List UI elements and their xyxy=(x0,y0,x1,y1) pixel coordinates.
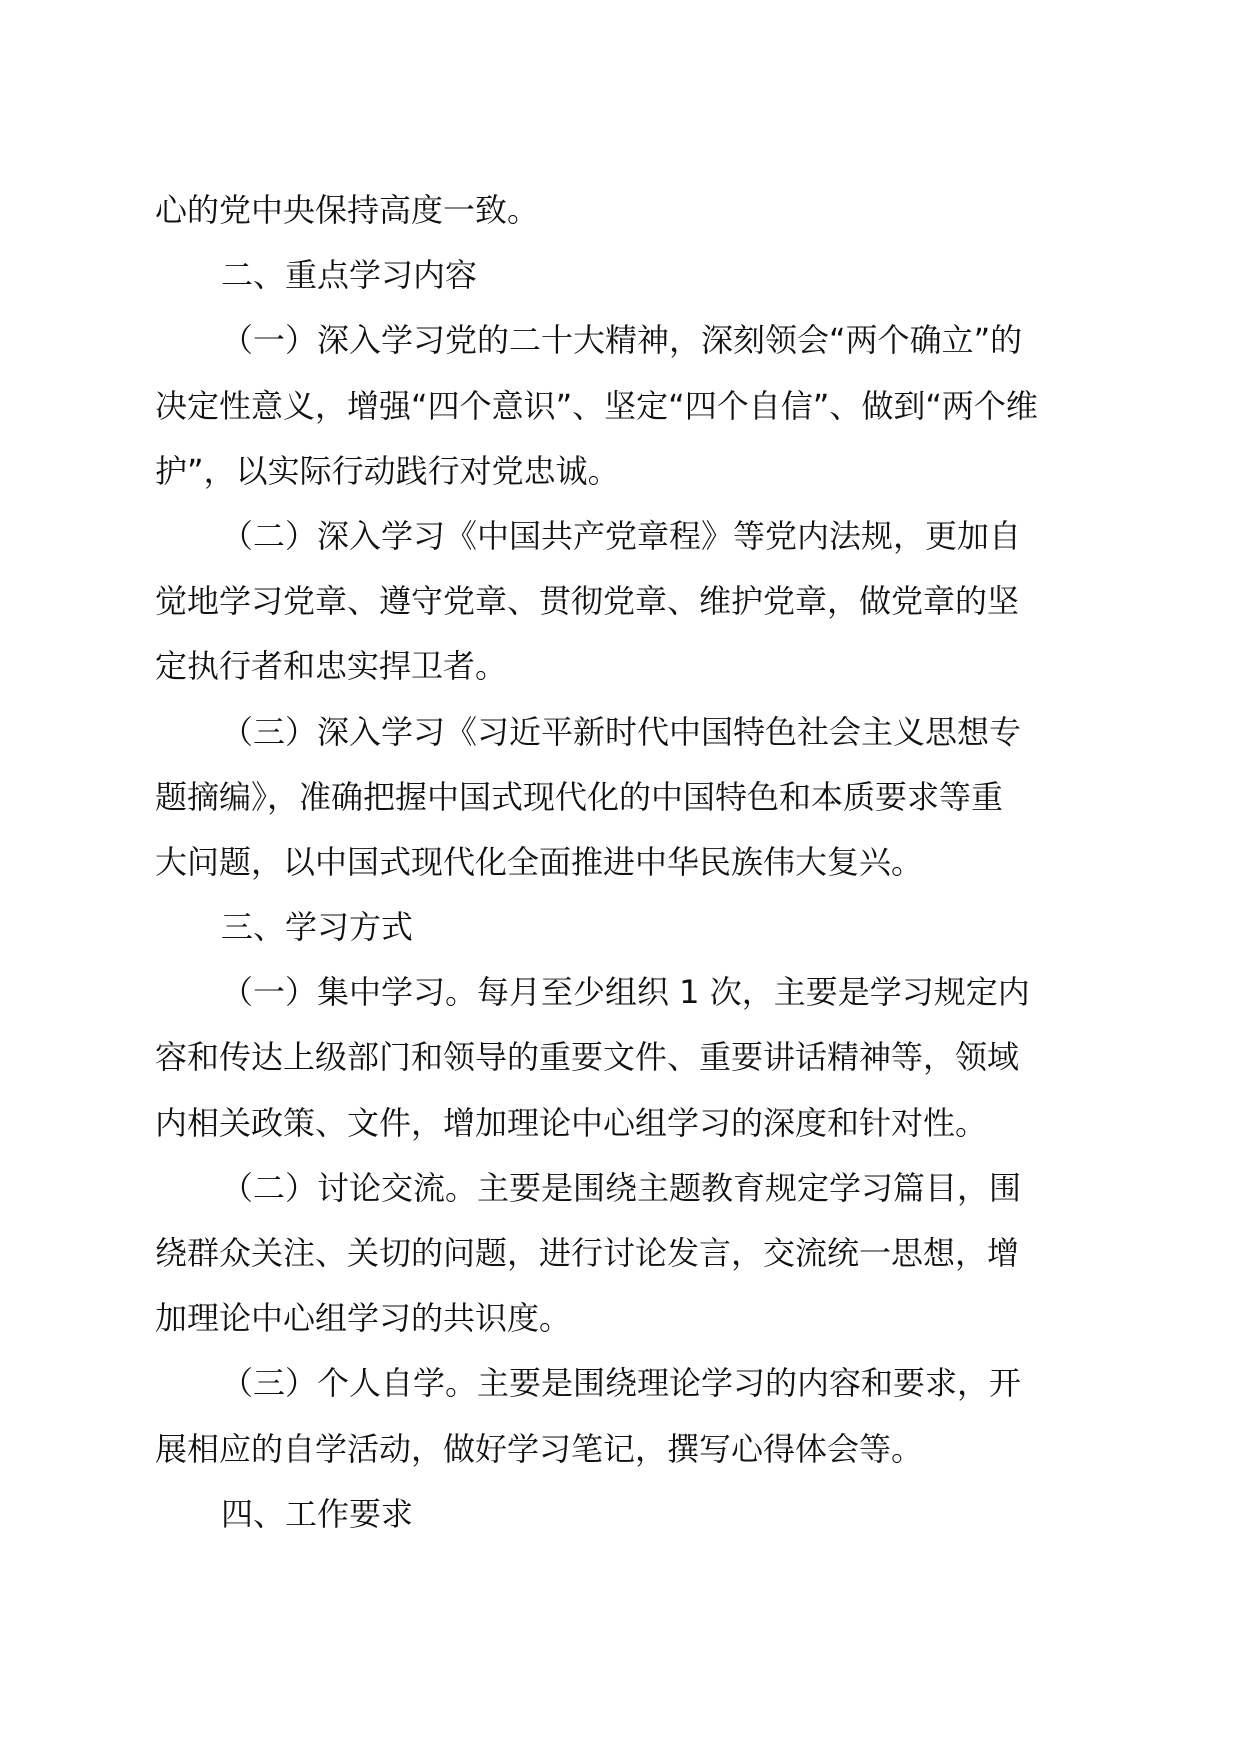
paragraph-line: 护”，以实际行动践行对党忠诚。 xyxy=(155,451,620,490)
paragraph-continuation: 心的党中央保持高度一致。 xyxy=(155,191,540,229)
paragraph-line: 内相关政策、文件，增加理论中心组学习的深度和针对性。 xyxy=(155,1103,988,1142)
paragraph-line: 题摘编》，准确把握中国式现代化的中国特色和本质要求等重 xyxy=(155,777,1004,816)
paragraph-line: 容和传达上级部门和领导的重要文件、重要讲话精神等，领域 xyxy=(155,1038,1020,1077)
paragraph-line: 绕群众关注、关切的问题，进行讨论发言，交流统一思想，增 xyxy=(155,1234,1020,1272)
section-heading-3: 三、学习方式 xyxy=(221,908,414,947)
paragraph-line: 决定性意义，增强“四个意识”、坚定“四个自信”、做到“两个维 xyxy=(155,386,1038,425)
paragraph-line: 加理论中心组学习的共识度。 xyxy=(155,1299,572,1338)
section-heading-4: 四、工作要求 xyxy=(221,1494,414,1533)
paragraph-line: （三）个人自学。主要是围绕理论学习的内容和要求，开 xyxy=(221,1364,1022,1403)
paragraph-line: （二）深入学习《中国共产党章程》等党内法规，更加自 xyxy=(221,516,1022,555)
document-body xyxy=(155,178,1055,1547)
paragraph-line: 大问题，以中国式现代化全面推进中华民族伟大复兴。 xyxy=(155,842,924,881)
paragraph-line: （一）深入学习党的二十大精神，深刻领会“两个确立”的 xyxy=(221,321,1023,360)
paragraph-line: （三）深入学习《习近平新时代中国特色社会主义思想专 xyxy=(221,712,1022,751)
paragraph-line: （一）集中学习。每月至少组织 1 次，主要是学习规定内 xyxy=(221,973,1030,1012)
paragraph-line: 定执行者和忠实捍卫者。 xyxy=(155,647,508,686)
paragraph-line: （二）讨论交流。主要是围绕主题教育规定学习篇目，围 xyxy=(221,1168,1022,1207)
paragraph-line: 展相应的自学活动，做好学习笔记，撰写心得体会等。 xyxy=(155,1429,924,1468)
paragraph-line: 觉地学习党章、遵守党章、贯彻党章、维护党章，做党章的坚 xyxy=(155,582,1020,621)
section-heading-2: 二、重点学习内容 xyxy=(221,256,478,295)
